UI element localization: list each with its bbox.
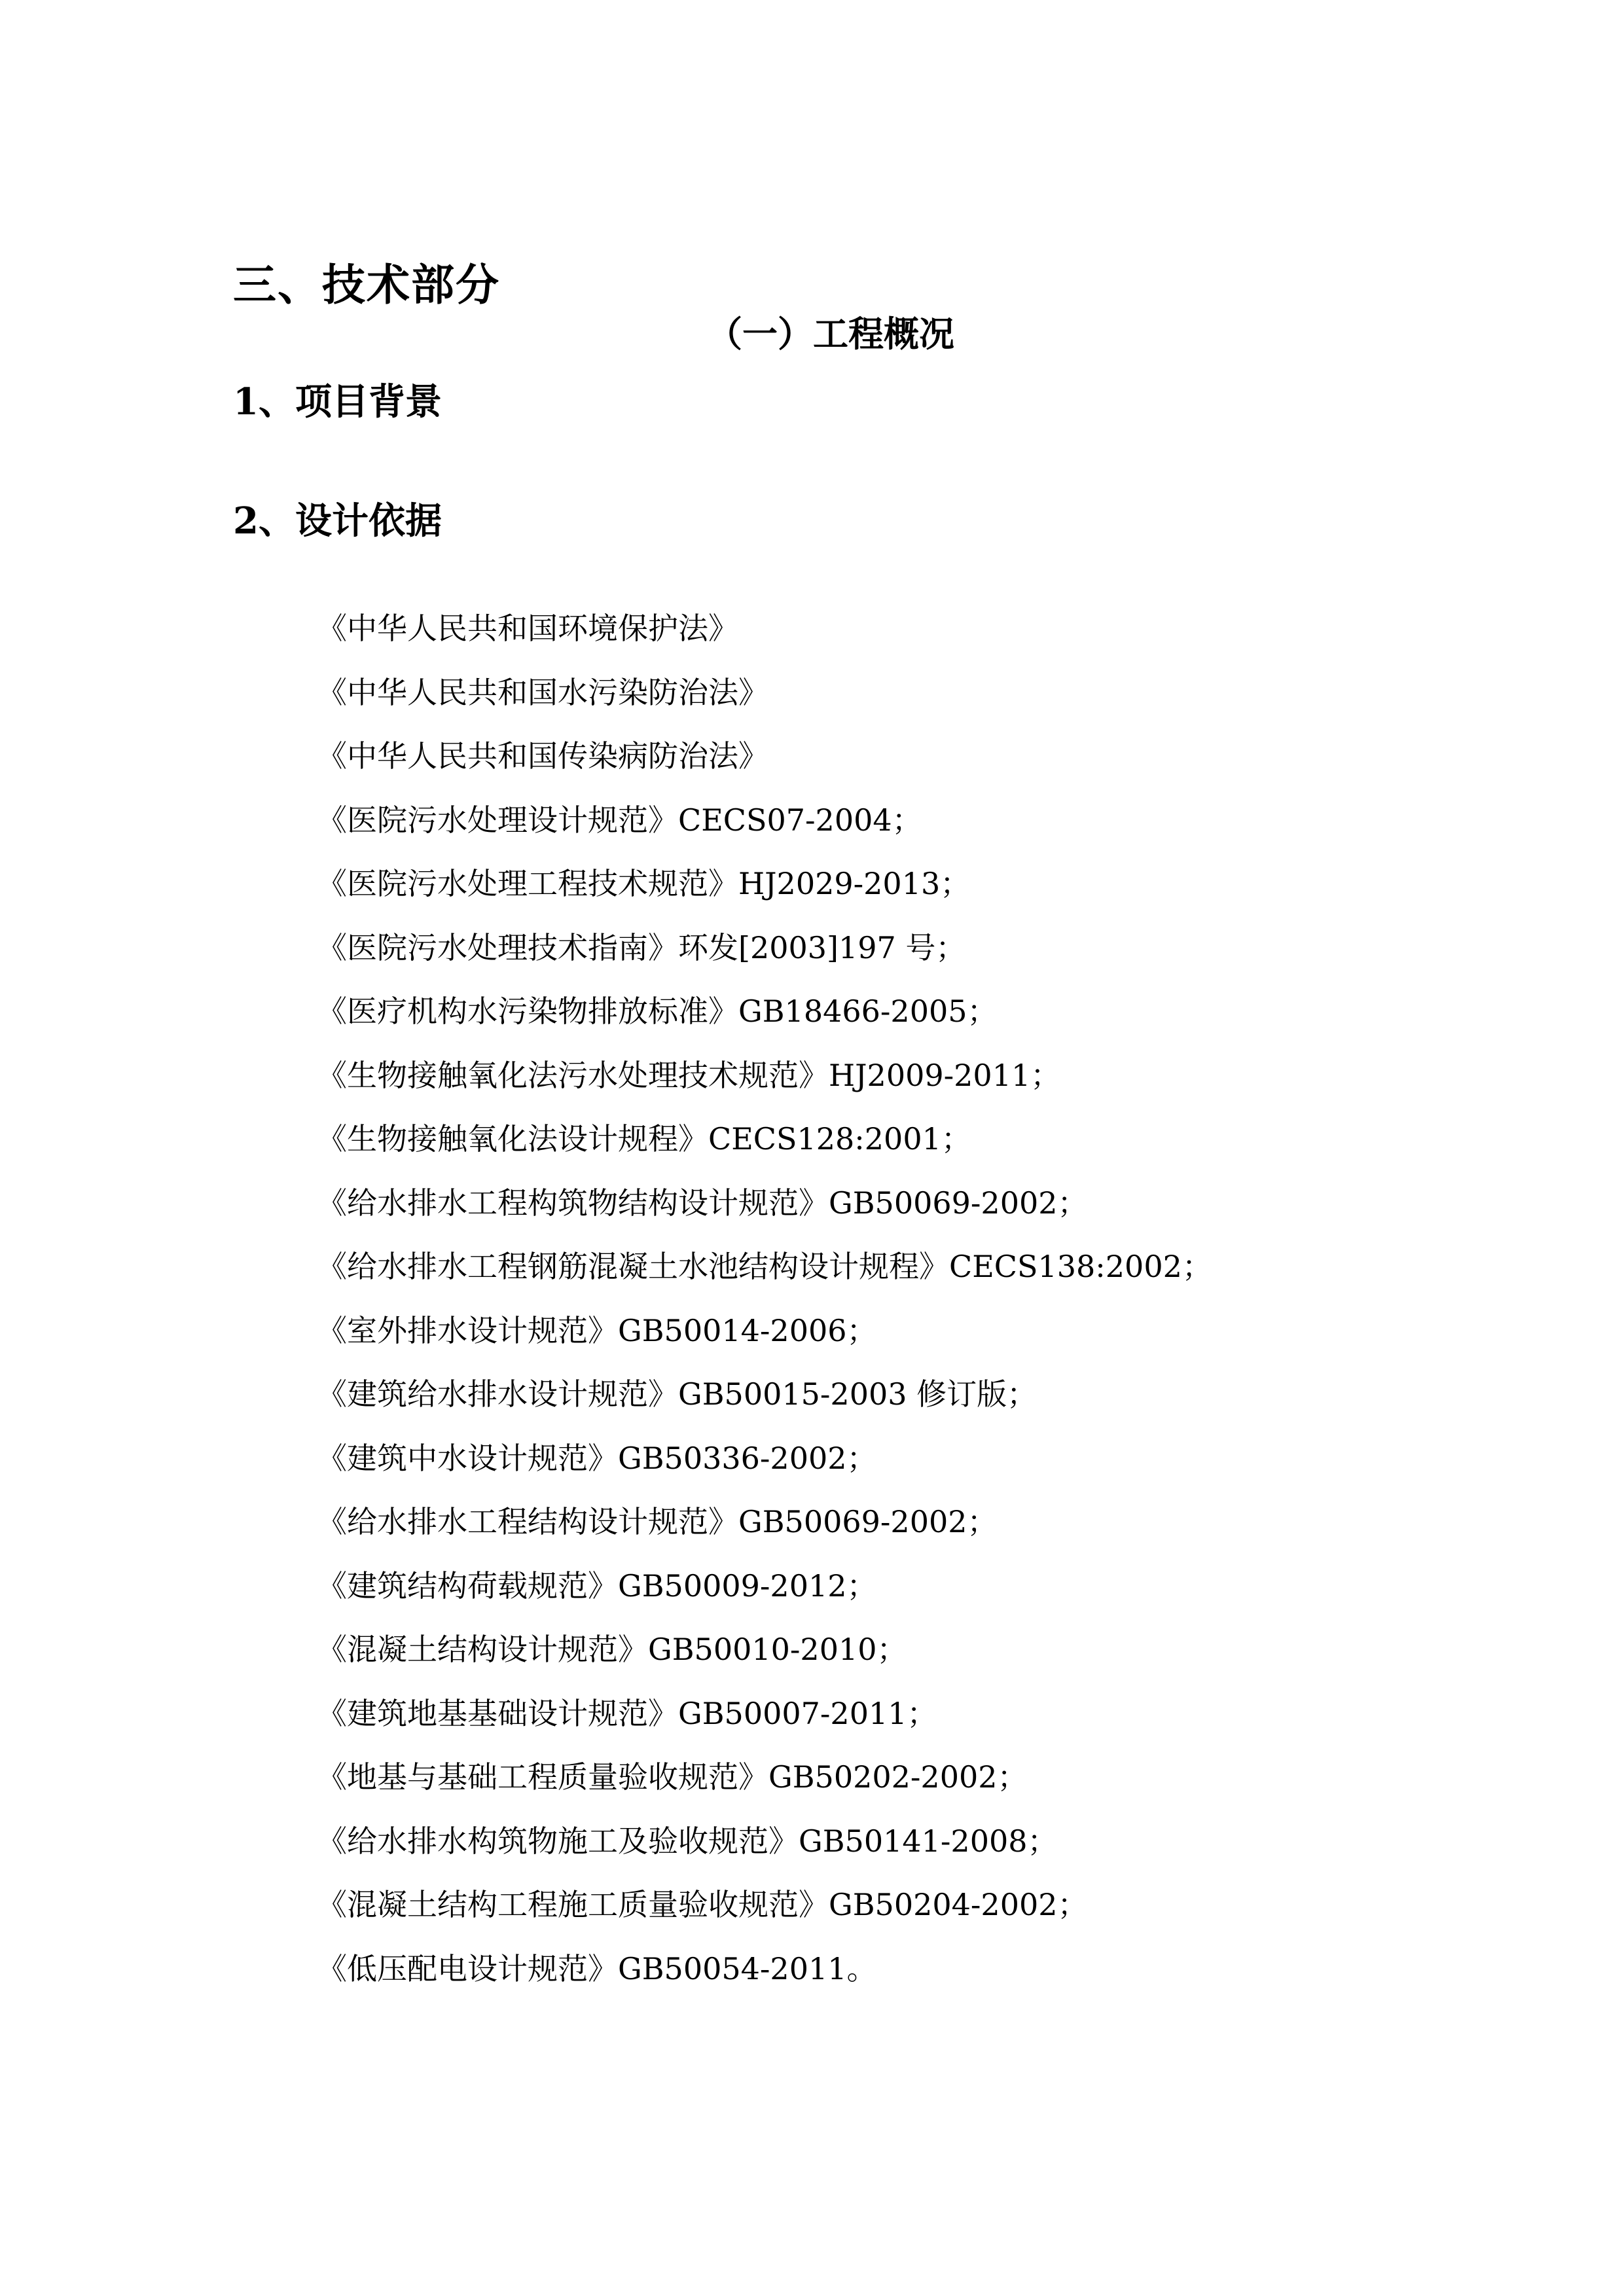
reference-item: 《中华人民共和国环境保护法》	[317, 611, 738, 646]
reference-item: 《地基与基础工程质量验收规范》GB50202-2002；	[317, 1759, 1028, 1795]
reference-item: 《混凝土结构工程施工质量验收规范》GB50204-2002；	[317, 1887, 1088, 1922]
reference-list	[317, 609, 1212, 2013]
reference-item: 《医疗机构水污染物排放标准》GB18466-2005；	[317, 994, 998, 1029]
reference-item: 《给水排水工程钢筋混凝土水池结构设计规程》CECS138:2002；	[317, 1249, 1212, 1284]
reference-item: 《建筑结构荷载规范》GB50009-2012；	[317, 1568, 877, 1604]
reference-item: 《中华人民共和国传染病防治法》	[317, 738, 768, 774]
reference-item: 《低压配电设计规范》GB50054-2011。	[317, 1950, 877, 1986]
reference-item: 《医院污水处理技术指南》环发[2003]197 号；	[317, 929, 966, 965]
reference-item: 《给水排水构筑物施工及验收规范》GB50141-2008；	[317, 1823, 1058, 1859]
reference-item: 《建筑给水排水设计规范》GB50015-2003 修订版；	[317, 1376, 1038, 1412]
subsection-title: （一）工程概况	[707, 313, 954, 355]
reference-item: 《医院污水处理设计规范》CECS07-2004；	[317, 802, 922, 838]
reference-item: 《给水排水工程结构设计规范》GB50069-2002；	[317, 1504, 998, 1539]
reference-item: 《建筑地基基础设计规范》GB50007-2011；	[317, 1695, 937, 1731]
reference-item: 《建筑中水设计规范》GB50336-2002；	[317, 1440, 877, 1476]
reference-item: 《混凝土结构设计规范》GB50010-2010；	[317, 1632, 907, 1667]
item-heading-background: 1、项目背景	[233, 380, 442, 423]
reference-item: 《生物接触氧化法污水处理技术规范》HJ2009-2011；	[317, 1057, 1061, 1093]
section-title: 三、技术部分	[233, 259, 500, 310]
reference-item: 《室外排水设计规范》GB50014-2006；	[317, 1312, 877, 1348]
item-heading-design-basis: 2、设计依据	[233, 499, 442, 543]
reference-item: 《医院污水处理工程技术规范》HJ2029-2013；	[317, 866, 971, 901]
reference-item: 《中华人民共和国水污染防治法》	[317, 674, 768, 710]
reference-item: 《给水排水工程构筑物结构设计规范》GB50069-2002；	[317, 1185, 1088, 1221]
reference-item: 《生物接触氧化法设计规程》CECS128:2001；	[317, 1121, 971, 1157]
